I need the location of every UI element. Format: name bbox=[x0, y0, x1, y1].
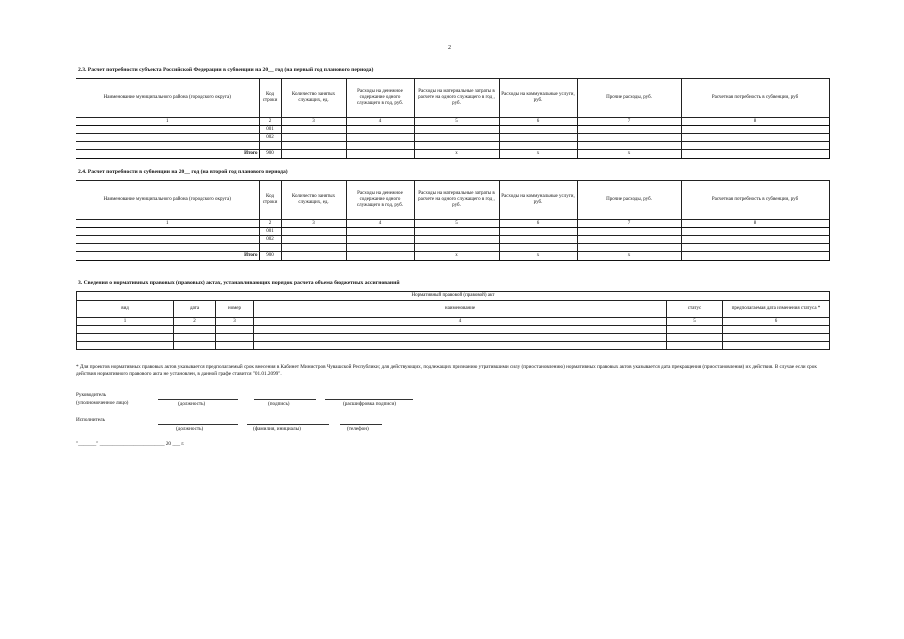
table-2-4 bbox=[76, 180, 830, 261]
col-number: 1 bbox=[76, 118, 259, 126]
col-header-need: Расчетная потребность в субвенции, руб bbox=[681, 181, 829, 220]
section-2-4-title: 2.4. Расчет потребности в субвенции на 20__ год (на второй год планового периода) bbox=[78, 169, 288, 175]
footnote: * Для проектов нормативных правовых актов указывается предполагаемый срок внесения в Кабинет Министров Чувашской Республики; для действующих, подлежащих признанию утратившими силу (приостановлению) нормативных правовых актов указывается дата прекращения (приостановления) их действия. В случае если срок действия нормативного правового акта не установлен, в данной графе ставится "01.01.2099". bbox=[76, 364, 817, 378]
head-signature-caption: (подпись) bbox=[268, 401, 290, 407]
col-header-title: наименование bbox=[254, 301, 667, 318]
col-header-other: Прочие расходы, руб. bbox=[577, 79, 681, 118]
col-number: 8 bbox=[681, 220, 829, 228]
col-number: 6 bbox=[499, 220, 577, 228]
total-mark: x bbox=[414, 252, 499, 261]
table-3 bbox=[76, 291, 830, 350]
col-header-code: Код строки bbox=[259, 181, 281, 220]
table-row bbox=[77, 334, 830, 342]
table-2-3 bbox=[76, 78, 830, 159]
total-mark: x bbox=[577, 150, 681, 159]
table-row bbox=[77, 342, 830, 350]
col-number: 8 bbox=[681, 118, 829, 126]
page-number: 2 bbox=[448, 45, 451, 51]
total-label: Итого bbox=[76, 150, 259, 159]
total-mark: x bbox=[577, 252, 681, 261]
row-code: 002 bbox=[259, 134, 281, 142]
col-number: 3 bbox=[281, 118, 346, 126]
col-header-utilities: Расходы на коммунальные услуги, руб. bbox=[499, 181, 577, 220]
col-header-need: Расчетная потребность в субвенции, руб bbox=[681, 79, 829, 118]
head-label: Руководитель bbox=[76, 392, 107, 398]
col-header-material: Расходы на материальные затраты в расчете на одного служащего в год , руб. bbox=[414, 79, 499, 118]
col-number: 3 bbox=[216, 318, 254, 326]
table-row bbox=[76, 142, 829, 150]
col-header-other: Прочие расходы, руб. bbox=[577, 181, 681, 220]
head-decoding-caption: (расшифровка подписи) bbox=[343, 401, 396, 407]
col-header-name: Наименование муниципального района (городского округа) bbox=[76, 181, 259, 220]
col-number: 5 bbox=[414, 220, 499, 228]
col-number: 7 bbox=[577, 220, 681, 228]
row-code: 001 bbox=[259, 228, 281, 236]
col-header-code: Код строки bbox=[259, 79, 281, 118]
exec-position-caption: (должность) bbox=[176, 426, 204, 432]
total-row bbox=[76, 150, 829, 159]
col-number: 1 bbox=[77, 318, 174, 326]
total-row bbox=[76, 252, 829, 261]
col-header-name: Наименование муниципального района (городского округа) bbox=[76, 79, 259, 118]
row-code: 001 bbox=[259, 126, 281, 134]
col-number: 1 bbox=[76, 220, 259, 228]
total-code: 900 bbox=[259, 252, 281, 261]
head-position-line bbox=[158, 399, 238, 400]
col-header-salary: Расходы на денежное содержание одного служащего в год, руб. bbox=[346, 79, 414, 118]
col-header-status-change-date: предполагаемая дата изменения статуса * bbox=[723, 301, 830, 318]
exec-position-line bbox=[158, 424, 238, 425]
total-mark: x bbox=[414, 150, 499, 159]
col-number: 5 bbox=[667, 318, 723, 326]
table-row bbox=[77, 326, 830, 334]
total-code: 900 bbox=[259, 150, 281, 159]
col-number: 6 bbox=[499, 118, 577, 126]
total-mark: x bbox=[499, 252, 577, 261]
table-row bbox=[76, 228, 829, 236]
row-code: 002 bbox=[259, 236, 281, 244]
total-label: Итого bbox=[76, 252, 259, 261]
head-label-sub: (уполномоченное лицо) bbox=[76, 400, 129, 406]
exec-phone-caption: (телефон) bbox=[347, 426, 369, 432]
col-header-status: статус bbox=[667, 301, 723, 318]
col-number: 2 bbox=[259, 220, 281, 228]
col-number: 7 bbox=[577, 118, 681, 126]
col-header-kind: вид bbox=[77, 301, 174, 318]
head-signature-line bbox=[254, 399, 316, 400]
col-number: 2 bbox=[174, 318, 216, 326]
exec-name-line bbox=[247, 424, 329, 425]
col-header-employees: Количество занятых служащих, ед. bbox=[281, 79, 346, 118]
col-number: 6 bbox=[723, 318, 830, 326]
col-header-number: номер bbox=[216, 301, 254, 318]
head-position-caption: (должность) bbox=[178, 401, 206, 407]
table-row bbox=[76, 244, 829, 252]
section-3-title: 3. Сведения о нормативных правовых (правовых) актах, устанавливающих порядок расчета объема бюджетных ассигнований bbox=[78, 280, 400, 286]
exec-name-caption: (фамилия, инициалы) bbox=[253, 426, 301, 432]
table-row bbox=[76, 134, 829, 142]
col-number: 3 bbox=[281, 220, 346, 228]
group-header: Нормативный правовой (правовой) акт bbox=[77, 292, 830, 301]
col-number: 4 bbox=[346, 220, 414, 228]
table-row bbox=[76, 126, 829, 134]
col-number: 4 bbox=[254, 318, 667, 326]
executor-label: Исполнитель bbox=[76, 417, 106, 423]
section-2-3-title: 2.3. Расчет потребности субъекта Российской Федерации в субвенции на 20__ год (на первый год планового периода) bbox=[78, 67, 374, 73]
head-decoding-line bbox=[325, 399, 413, 400]
total-mark: x bbox=[499, 150, 577, 159]
exec-phone-line bbox=[340, 424, 382, 425]
col-header-material: Расходы на материальные затраты в расчете на одного служащего в год , руб. bbox=[414, 181, 499, 220]
col-number: 2 bbox=[259, 118, 281, 126]
col-header-date: дата bbox=[174, 301, 216, 318]
date-line: "_______" _________________________ 20 ___ г. bbox=[76, 441, 185, 447]
table-row bbox=[76, 236, 829, 244]
col-header-employees: Количество занятых служащих, ед. bbox=[281, 181, 346, 220]
col-header-utilities: Расходы на коммунальные услуги, руб. bbox=[499, 79, 577, 118]
col-number: 4 bbox=[346, 118, 414, 126]
col-header-salary: Расходы на денежное содержание одного служащего в год, руб. bbox=[346, 181, 414, 220]
col-number: 5 bbox=[414, 118, 499, 126]
